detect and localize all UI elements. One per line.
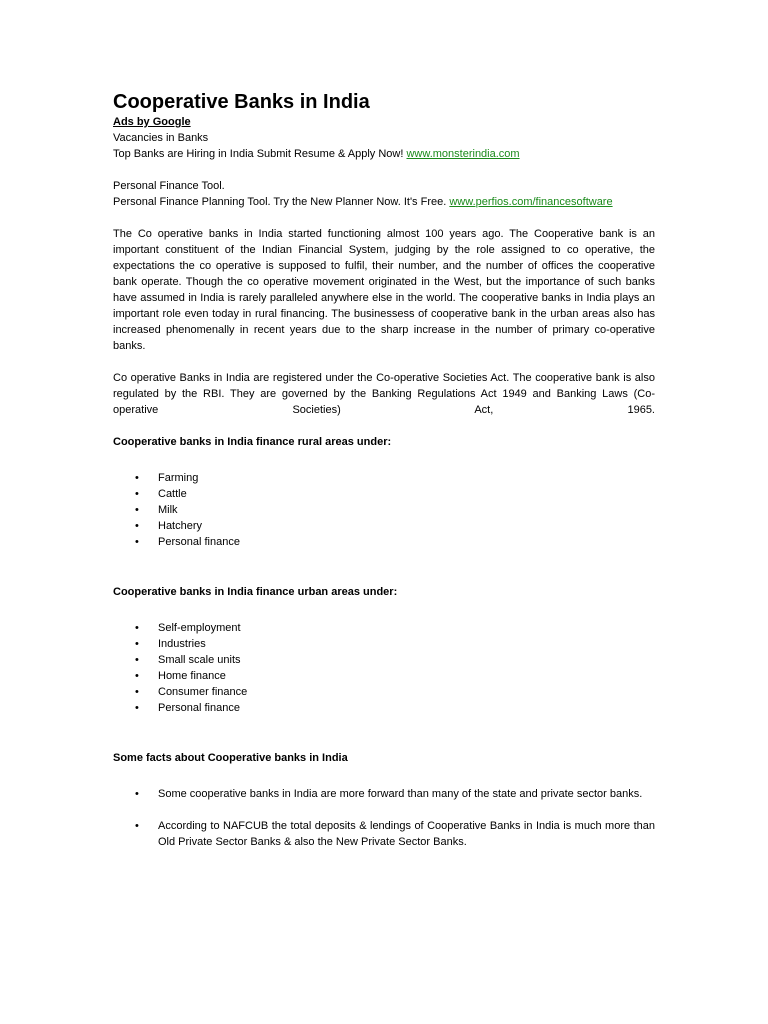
ad-title[interactable]: Personal Finance Tool. (113, 180, 225, 192)
bullet-icon: • (135, 820, 139, 832)
ad-link[interactable]: www.monsterindia.com (406, 148, 520, 160)
list-item (113, 818, 655, 850)
bullet-icon: • (135, 622, 139, 634)
list-item (113, 486, 655, 502)
ad-vacancies (113, 130, 655, 162)
ads-section (113, 114, 655, 210)
bullet-icon: • (135, 670, 139, 682)
urban-heading: Cooperative banks in India finance urban areas under: (113, 586, 398, 598)
rural-heading: Cooperative banks in India finance rural areas under: (113, 436, 392, 448)
list-item-text: Personal finance (158, 702, 240, 714)
list-item (113, 668, 655, 684)
page-title: Cooperative Banks in India (113, 91, 370, 113)
bullet-icon: • (135, 520, 139, 532)
list-item (113, 534, 655, 550)
list-item-text: Industries (158, 638, 206, 650)
bullet-icon: • (135, 654, 139, 666)
intro-paragraph: The Co operative banks in India started functioning almost 100 years ago. The Cooperative bank is an important constituent of the Indian Financial System, judging by the role assigned to co operative, the expectations the co operative is supposed to fulfil, their number, and the number of offices the cooperative bank operate. Though the co operative movement originated in the West, but the importance of such banks have assumed in India is rarely paralleled anywhere else in the world. The cooperative banks in India plays an important role even today in rural financing. The businessess of cooperative bank in the urban areas also has increased phenomenally in recent years due to the sharp increase in the number of primary co-operative banks. (113, 228, 655, 352)
list-item (113, 518, 655, 534)
list-item-text: Home finance (158, 670, 226, 682)
bullet-icon: • (135, 472, 139, 484)
facts-heading: Some facts about Cooperative banks in India (113, 752, 348, 764)
list-item-text: Hatchery (158, 520, 203, 532)
list-item (113, 502, 655, 518)
bullet-icon: • (135, 686, 139, 698)
regulation-paragraph: Co operative Banks in India are registered under the Co-operative Societies Act. The cooperative bank is also regulated by the RBI. They are governed by the Banking Regulations Act 1949 and Banking Laws (Co-operative Societies) Act, 1965. (113, 372, 655, 416)
list-item (113, 652, 655, 668)
urban-list (113, 620, 655, 716)
ad-text-line (113, 146, 655, 162)
ads-heading[interactable]: Ads by Google (113, 116, 191, 128)
bullet-icon: • (135, 638, 139, 650)
ad-text: Personal Finance Planning Tool. Try the New Planner Now. It's Free. (113, 196, 447, 208)
bullet-icon: • (135, 536, 139, 548)
ad-text-line (113, 194, 655, 210)
facts-list (113, 786, 655, 850)
list-item (113, 700, 655, 716)
list-item-text: Some cooperative banks in India are more forward than many of the state and private sector banks. (158, 788, 643, 800)
list-item-text: Self-employment (158, 622, 241, 634)
document-page (113, 90, 655, 866)
list-item (113, 470, 655, 486)
list-item-text: Farming (158, 472, 199, 484)
bullet-icon: • (135, 488, 139, 500)
ad-finance-tool (113, 178, 655, 210)
list-item (113, 786, 655, 802)
bullet-icon: • (135, 504, 139, 516)
bullet-icon: • (135, 788, 139, 800)
list-item-text: Personal finance (158, 536, 240, 548)
ad-title[interactable]: Vacancies in Banks (113, 132, 209, 144)
ad-text: Top Banks are Hiring in India Submit Resume & Apply Now! (113, 148, 404, 160)
list-item (113, 684, 655, 700)
list-item-text: Small scale units (158, 654, 241, 666)
bullet-icon: • (135, 702, 139, 714)
rural-list (113, 470, 655, 550)
list-item-text: Cattle (158, 488, 187, 500)
ad-link[interactable]: www.perfios.com/financesoftware (449, 196, 613, 208)
list-item (113, 620, 655, 636)
list-item-text: According to NAFCUB the total deposits & lendings of Cooperative Banks in India is much more than Old Private Sector Banks & also the New Private Sector Banks. (158, 820, 655, 848)
list-item-text: Milk (158, 504, 178, 516)
list-item (113, 636, 655, 652)
list-item-text: Consumer finance (158, 686, 248, 698)
